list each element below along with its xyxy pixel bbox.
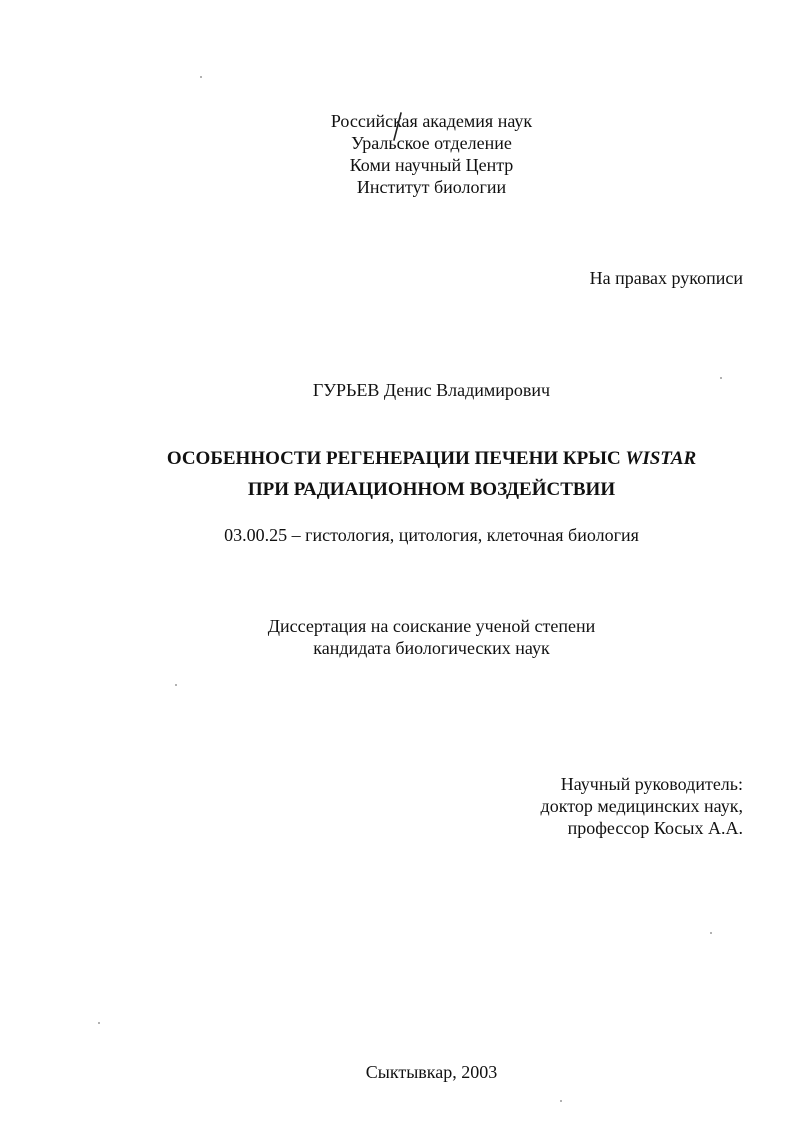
specialty-text: 03.00.25 – гистология, цитология, клеточная биология (224, 525, 639, 545)
organization-line-1: Российская академия наук (330, 111, 533, 131)
degree-statement (35, 615, 793, 659)
author-name-text: ГУРЬЕВ Денис Владимирович (312, 380, 551, 400)
supervisor-block (541, 773, 743, 839)
title-line-1 (35, 443, 793, 474)
scan-speck (98, 1022, 100, 1024)
scan-speck (175, 684, 177, 686)
title-line-1-main: ОСОБЕННОСТИ РЕГЕНЕРАЦИИ ПЕЧЕНИ КРЫС (166, 448, 621, 469)
rights-notice: На правах рукописи (589, 268, 743, 288)
degree-line-2: кандидата биологических наук (313, 638, 550, 658)
city-year (35, 1061, 793, 1083)
degree-line-1: Диссертация на соискание ученой степени (267, 616, 596, 636)
scan-speck (710, 932, 712, 934)
pen-mark-icon (390, 112, 404, 142)
scan-speck (720, 377, 722, 379)
organization-block (35, 110, 793, 198)
supervisor-line-3: профессор Косых А.А. (567, 818, 743, 838)
scan-speck (200, 76, 202, 78)
title-line-2: ПРИ РАДИАЦИОННОМ ВОЗДЕЙСТВИИ (247, 479, 616, 500)
title-line-1-italic: WISTAR (625, 448, 697, 469)
supervisor-line-2: доктор медицинских наук, (540, 796, 743, 816)
specialty-code (35, 524, 793, 546)
city-year-text: Сыктывкар, 2003 (365, 1062, 498, 1082)
dissertation-title (35, 443, 793, 505)
scan-speck (560, 1100, 562, 1102)
supervisor-line-1: Научный руководитель: (560, 774, 743, 794)
organization-line-2: Уральское отделение (351, 133, 512, 153)
organization-line-3: Коми научный Центр (349, 155, 514, 175)
organization-line-4: Институт биологии (356, 177, 507, 197)
author-name (35, 379, 793, 401)
